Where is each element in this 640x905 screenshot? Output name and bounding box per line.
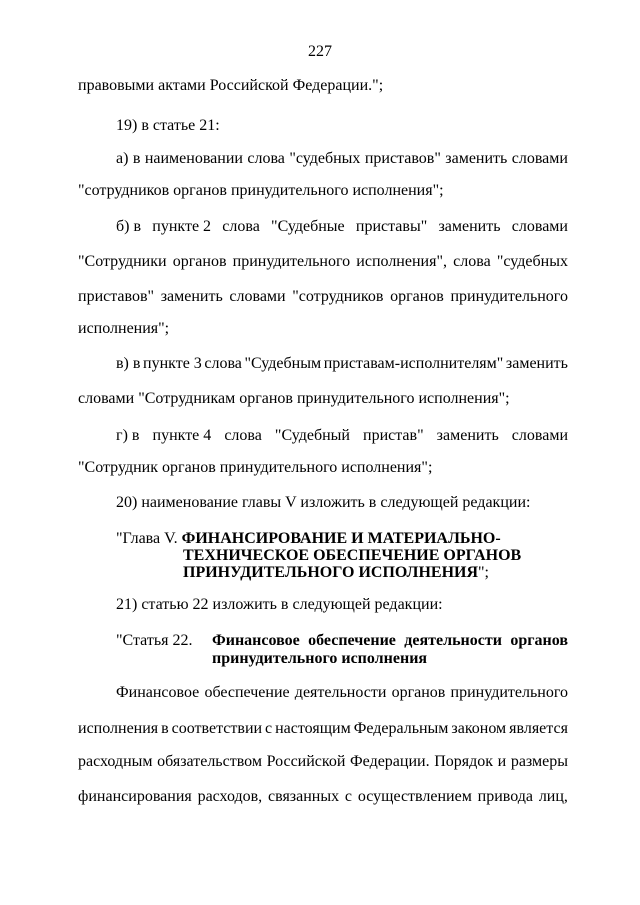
item-19-b-line-4: исполнения"; <box>78 320 170 337</box>
item-19-v-line-1 <box>116 354 568 374</box>
article-heading-line-1 <box>116 631 568 651</box>
closing-quote: "; <box>478 564 489 581</box>
word: в <box>132 150 141 167</box>
body-line-1 <box>116 683 568 703</box>
chapter-heading-line-3 <box>183 563 489 583</box>
word: "Судебный <box>274 427 350 444</box>
word: органов <box>390 288 444 305</box>
word: "судебных <box>496 253 568 270</box>
text-line-1: правовыми актами Российской Федерации."; <box>78 77 384 94</box>
word: г) в <box>116 427 140 444</box>
word: финансирования <box>78 788 192 805</box>
word: словами <box>229 288 286 305</box>
word: принудительного <box>450 288 568 305</box>
word: "Судебные <box>271 218 345 235</box>
word: Федеральным <box>353 720 449 737</box>
word: в) в <box>116 355 141 372</box>
word: исполнения", <box>356 253 447 270</box>
word: в <box>161 720 169 737</box>
word: заменить <box>438 218 501 235</box>
word: Порядок <box>434 753 494 770</box>
word: пункте 4 <box>152 427 212 444</box>
body-line-2 <box>78 719 568 739</box>
word: "судебных <box>289 150 361 167</box>
word: законом <box>451 720 507 737</box>
word: заменить <box>445 150 508 167</box>
word: привода <box>477 788 533 805</box>
word: слова <box>247 150 285 167</box>
chapter-label: "Глава V. <box>116 530 182 547</box>
word: с <box>344 788 353 805</box>
item-19-b-line-1 <box>116 217 568 237</box>
item-19-g-line-1 <box>116 426 568 446</box>
word: размеры <box>510 753 568 770</box>
word: словами <box>511 218 568 235</box>
word: "сотрудников <box>292 288 384 305</box>
word: связанных <box>268 788 340 805</box>
word: "Сотрудники <box>78 253 167 270</box>
word: заменить <box>505 355 568 372</box>
word: Финансовое <box>212 632 300 649</box>
word: заменить <box>160 288 223 305</box>
word: органов <box>391 684 446 701</box>
word: слова <box>204 355 242 372</box>
word: слова <box>224 427 262 444</box>
article-title-part <box>212 631 568 651</box>
word: пункте 2 <box>152 218 212 235</box>
word: органов <box>510 632 568 649</box>
word: слова <box>222 218 260 235</box>
word: деятельности <box>294 684 387 701</box>
word: является <box>509 720 568 737</box>
body-line-4 <box>78 787 568 807</box>
word: обеспечение <box>204 684 290 701</box>
word: лиц, <box>538 788 568 805</box>
item-19: 19) в статье 21: <box>116 117 220 134</box>
word: пункте 3 <box>143 355 202 372</box>
article-label: "Статья 22. <box>116 632 193 649</box>
article-heading-line-2: принудительного исполнения <box>212 650 428 667</box>
chapter-heading-line-2: ТЕХНИЧЕСКОЕ ОБЕСПЕЧЕНИЕ ОРГАНОВ <box>183 547 522 564</box>
page-number: 227 <box>308 43 332 60</box>
word: деятельности <box>404 632 502 649</box>
word: принудительного <box>232 253 351 270</box>
chapter-title-part: ПРИНУДИТЕЛЬНОГО ИСПОЛНЕНИЯ <box>183 564 479 581</box>
item-19-b-line-2 <box>78 252 568 272</box>
word: пристав" <box>363 427 424 444</box>
word: с <box>265 720 273 737</box>
word: Российской <box>266 753 346 770</box>
word: словами <box>511 427 568 444</box>
word: Финансовое <box>116 684 200 701</box>
word: "Судебным <box>244 355 322 372</box>
word: б) в <box>116 218 142 235</box>
word: расходным <box>78 753 153 770</box>
word: слова <box>453 253 491 270</box>
word: осуществлением <box>357 788 472 805</box>
word: Федерации. <box>350 753 430 770</box>
word: заменить <box>436 427 499 444</box>
item-19-v-line-2: словами "Сотрудникам органов принудительного исполнения"; <box>78 390 510 407</box>
word: словами <box>511 150 568 167</box>
word: приставы" <box>355 218 428 235</box>
word: расходов, <box>197 788 263 805</box>
word: принудительного <box>450 684 568 701</box>
item-21: 21) статью 22 изложить в следующей редакции: <box>116 596 443 613</box>
word: исполнения <box>78 720 159 737</box>
word: наименовании <box>144 150 243 167</box>
item-19-b-line-3 <box>78 287 568 307</box>
item-20: 20) наименование главы V изложить в следующей редакции: <box>116 494 531 511</box>
word: обязательством <box>157 753 262 770</box>
word: обеспечение <box>308 632 396 649</box>
word: настоящим <box>275 720 351 737</box>
body-line-3 <box>78 752 568 772</box>
chapter-title-part: ФИНАНСИРОВАНИЕ И МАТЕРИАЛЬНО- <box>181 530 501 547</box>
word: соответствии <box>171 720 263 737</box>
word: приставов" <box>78 288 155 305</box>
item-19-a-line-2: "сотрудников органов принудительного исполнения"; <box>78 182 444 199</box>
item-19-a-line-1 <box>116 149 568 169</box>
item-19-g-line-2: "Сотрудник органов принудительного исполнения"; <box>78 459 433 476</box>
word: а) <box>116 150 129 167</box>
word: приставам-исполнителям" <box>323 355 504 372</box>
word: и <box>497 753 507 770</box>
word: приставов" <box>364 150 441 167</box>
word: органов <box>172 253 227 270</box>
